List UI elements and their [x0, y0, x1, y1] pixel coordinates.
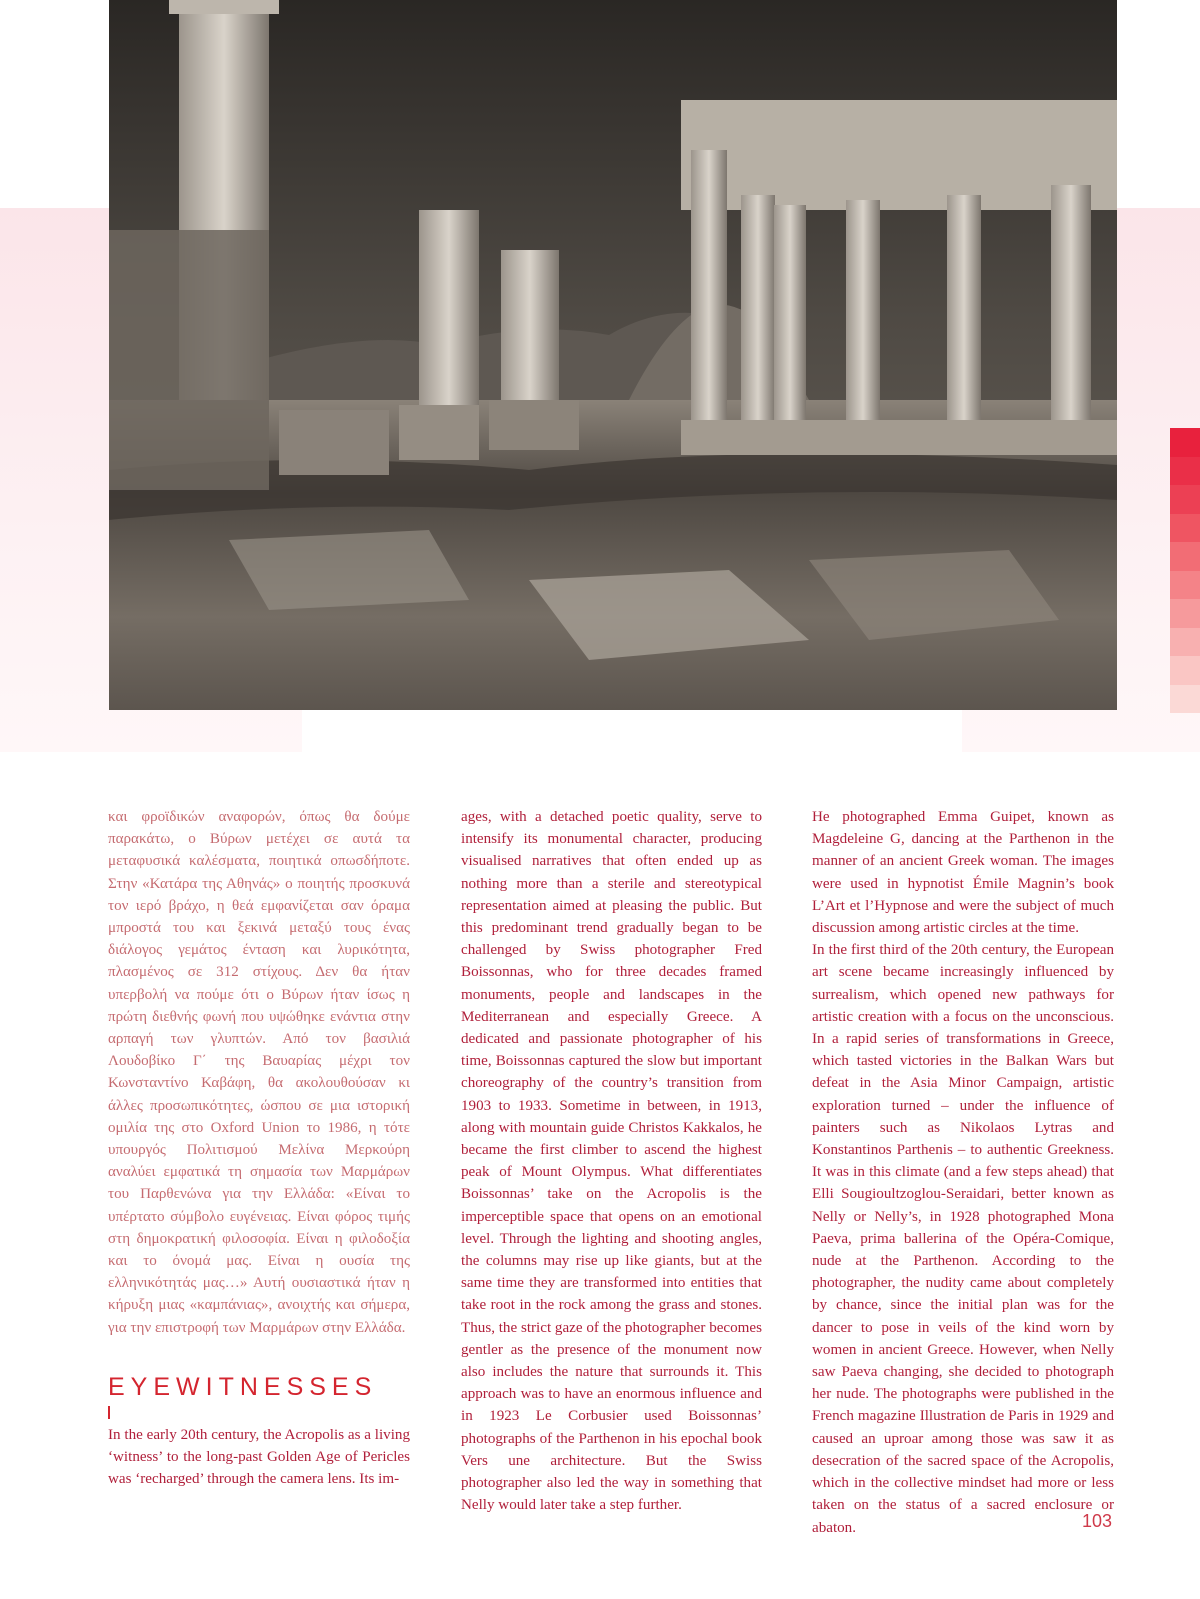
color-swatch — [1170, 571, 1200, 600]
paragraph: In the first third of the 20th century, the European art scene became increasingly influenced by surrealism, which opened new pathways for artistic creation with a focus on the unconscious. In a rapid series of transformations in Greece, which tasted victories in the Balkan Wars but defeat in the Asia Minor Campaign, artistic exploration turned – under the influence of painters such as Nikolaos Lytras and Konstantinos Parthenis – to authentic Greekness. It was in this climate (and a few steps ahead) that Elli Sougioultzoglou-Seraidari, better known as Nelly or Nelly’s, in 1928 photographed Mona Paeva, prima ballerina of the Opéra-Comique, nude at the Parthenon. According to the photographer, the nudity came about completely by chance, since the initial plan was for the dancer to pose in veils of the kind worn by women in ancient Greece. However, when Nelly saw Paeva changing, she decided to photograph her nude. The photographs were published in the French magazine Illustration de Paris in 1929 and caused an uproar among those was saw it as desecration of the sacred space of the Acropolis, which in the collective mindset had more or less taken on the status of a sacred enclosure or abaton. — [812, 942, 1114, 1536]
color-swatch — [1170, 457, 1200, 486]
color-swatch — [1170, 628, 1200, 657]
color-swatch — [1170, 542, 1200, 571]
paragraph: He photographed Emma Guipet, known as Magdeleine G, dancing at the Parthenon in the manner of an ancient Greek woman. The images were used in hypnotist Émile Magnin’s book L’Art et l’Hypnose and were the subject of much discussion among artistic circles at the time. — [812, 809, 1114, 937]
color-swatch — [1170, 599, 1200, 628]
color-swatch — [1170, 485, 1200, 514]
page-number: 103 — [1082, 1511, 1113, 1531]
english-text-column-3 — [812, 806, 1114, 1539]
acropolis-photo-icon — [109, 0, 1117, 710]
color-swatch — [1170, 428, 1200, 457]
acropolis-photo — [109, 0, 1117, 710]
color-swatch-strip — [1170, 428, 1200, 713]
section-title: EYEWITNESSES — [108, 1373, 378, 1401]
color-swatch — [1170, 685, 1200, 714]
intro-paragraph: In the early 20th century, the Acropolis as a living ‘witness’ to the long-past Golden Age of Pericles was ‘recharged’ through the camera lens. Its im- — [108, 1427, 410, 1488]
title-divider — [108, 1406, 110, 1419]
greek-text-column — [108, 806, 410, 1339]
greek-paragraph: και φροϊδικών αναφορών, όπως θα δούμε παρακάτω, ο Βύρων μετέχει σε αυτά τα μεταφυσικά καλέσματα, ποιητικά οπωσδήποτε. Στην «Κατάρα της Αθηνάς» ο ποιητής προσκυνά τον ιερό βράχο, η θεά εμφανίζεται σαν όραμα μπροστά του και ξεκινά μεταξύ τους ένας διάλογος γεμάτος ένταση και λυρικότητα, πλασμένος σε 312 στίχους. Δεν θα ήταν υπερβολή να πούμε ότι ο Βύρων ήταν ίσως η πρώτη διεθνής φωνή που υψώθηκε ενάντια στην αρπαγή των γλυπτών. Από τον βασιλιά Λουδοβίκο Γ΄ της Βαυαρίας μέχρι τον Κωνσταντίνο Καβάφη, θα ακολουθούσαν κι άλλες προσωπικότητες, ώσπου σε μια ιστορική ομιλία της στο Oxford Union το 1986, η τότε υπουργός Πολιτισμού Μελίνα Μερκούρη αναλύει εμφατικά τη σημασία των Μαρμάρων του Παρθενώνα για την Ελλάδα: «Είναι το υπέρτατο σύμβολο ευγένειας. Είναι φόρος τιμής στη δημοκρατική φιλοσοφία. Είναι η φιλοδοξία και το όνομά μας. Είναι η ουσία της ελληνικότητάς μας…» Αυτή ουσιαστικά ήταν η κήρυξη μιας «καμπάνιας», ανοιχτής και σήμερα, για την επιστροφή των Μαρμάρων στην Ελλάδα. — [108, 809, 410, 1336]
paragraph: ages, with a detached poetic quality, serve to intensify its monumental character, producing visualised narratives that often ended up as nothing more than a sterile and stereotypical representation aimed at pleasing the public. But this predominant trend gradually began to be challenged by Swiss photographer Fred Boissonnas, who for three decades framed monuments, people and landscapes in the Mediterranean and especially Greece. A dedicated and passionate photographer of his time, Boissonnas captured the slow but important choreography of the country’s transition from 1903 to 1933. Sometime in between, in 1913, along with mountain guide Christos Kakkalos, he became the first climber to ascend the highest peak of Mount Olympus. What differentiates Boissonnas’ take on the Acropolis is the imperceptible space that opens on an emotional level. Through the lighting and shooting angles, the columns may rise up like giants, but at the same time they are transformed into entities that take root in the rock among the grass and stones. Thus, the strict gaze of the photographer becomes gentler as the presence of the monument now also includes the nature that surrounds it. This approach was to have an enormous influence and in 1923 Le Corbusier used Boissonnas’ photographs of the Parthenon in his epochal book Vers une architecture. But the Swiss photographer also led the way in something that Nelly would later take a step further. — [461, 809, 762, 1514]
color-swatch — [1170, 514, 1200, 543]
color-swatch — [1170, 656, 1200, 685]
english-text-column-2 — [461, 806, 762, 1517]
